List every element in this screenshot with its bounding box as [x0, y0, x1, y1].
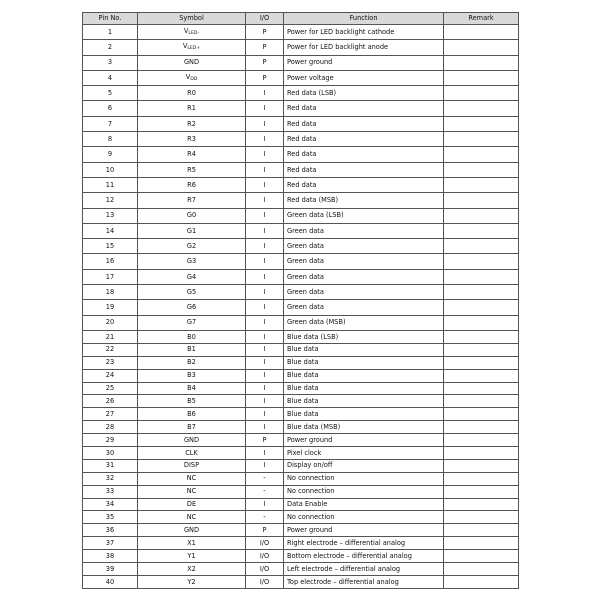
- table-row: [83, 498, 519, 511]
- pin-number-cell: 2: [83, 40, 138, 55]
- pin-number-cell: 13: [83, 208, 138, 223]
- header-function: Function: [284, 13, 444, 25]
- function-cell: Red data: [284, 116, 444, 131]
- pin-number-cell: 23: [83, 356, 138, 369]
- remark-cell: [444, 343, 519, 356]
- table-row: [83, 343, 519, 356]
- pin-number-cell: 29: [83, 434, 138, 447]
- table-body: [83, 25, 519, 589]
- symbol-cell: [138, 101, 246, 116]
- symbol-text: G1: [186, 226, 197, 235]
- symbol-text: B6: [187, 409, 196, 418]
- io-cell: I: [246, 193, 284, 208]
- pin-number-cell: 37: [83, 537, 138, 550]
- remark-cell: [444, 147, 519, 162]
- io-cell: I: [246, 459, 284, 472]
- pin-number-cell: 18: [83, 285, 138, 300]
- io-cell: I: [246, 356, 284, 369]
- symbol-cell: [138, 177, 246, 192]
- table-row: [83, 177, 519, 192]
- table-row: [83, 300, 519, 315]
- io-cell: I: [246, 101, 284, 116]
- symbol-cell: [138, 55, 246, 70]
- function-cell: Green data: [284, 223, 444, 238]
- header-remark: Remark: [444, 13, 519, 25]
- table-row: [83, 575, 519, 588]
- remark-cell: [444, 254, 519, 269]
- symbol-cell: [138, 254, 246, 269]
- table-row: [83, 562, 519, 575]
- io-cell: -: [246, 472, 284, 485]
- symbol-text: G4: [186, 272, 197, 281]
- function-cell: Green data: [284, 285, 444, 300]
- pin-number-cell: 22: [83, 343, 138, 356]
- symbol-cell: [138, 239, 246, 254]
- pin-number-cell: 30: [83, 446, 138, 459]
- symbol-text: Y2: [187, 577, 196, 586]
- io-cell: -: [246, 511, 284, 524]
- table-row: [83, 369, 519, 382]
- symbol-text: R2: [187, 119, 196, 128]
- remark-cell: [444, 25, 519, 40]
- remark-cell: [444, 86, 519, 101]
- function-cell: Blue data: [284, 369, 444, 382]
- remark-cell: [444, 208, 519, 223]
- io-cell: I/O: [246, 562, 284, 575]
- remark-cell: [444, 382, 519, 395]
- table-row: [83, 55, 519, 70]
- function-cell: Left electrode – differential analog: [284, 562, 444, 575]
- remark-cell: [444, 421, 519, 434]
- header-io: I/O: [246, 13, 284, 25]
- symbol-cell: [138, 356, 246, 369]
- symbol-text: R7: [187, 196, 196, 205]
- function-cell: Green data: [284, 300, 444, 315]
- symbol-text: NC: [186, 487, 197, 496]
- symbol-cell: [138, 147, 246, 162]
- symbol-text: R3: [187, 134, 196, 143]
- table-row: [83, 537, 519, 550]
- function-cell: No connection: [284, 472, 444, 485]
- pin-number-cell: 12: [83, 193, 138, 208]
- pin-number-cell: 24: [83, 369, 138, 382]
- table-row: [83, 421, 519, 434]
- io-cell: I: [246, 269, 284, 284]
- io-cell: I: [246, 315, 284, 330]
- table-row: [83, 330, 519, 343]
- symbol-cell: [138, 40, 246, 55]
- function-cell: Power ground: [284, 524, 444, 537]
- io-cell: I: [246, 300, 284, 315]
- remark-cell: [444, 446, 519, 459]
- io-cell: I: [246, 177, 284, 192]
- table-row: [83, 356, 519, 369]
- function-cell: Blue data: [284, 395, 444, 408]
- symbol-text: G5: [186, 287, 197, 296]
- symbol-cell: [138, 408, 246, 421]
- pin-number-cell: 34: [83, 498, 138, 511]
- table-row: [83, 524, 519, 537]
- function-cell: Red data: [284, 101, 444, 116]
- remark-cell: [444, 132, 519, 147]
- pin-number-cell: 15: [83, 239, 138, 254]
- function-cell: Pixel clock: [284, 446, 444, 459]
- pin-number-cell: 10: [83, 162, 138, 177]
- remark-cell: [444, 562, 519, 575]
- symbol-cell: [138, 193, 246, 208]
- remark-cell: [444, 116, 519, 131]
- io-cell: I: [246, 208, 284, 223]
- symbol-text: R0: [187, 89, 196, 98]
- table-row: [83, 472, 519, 485]
- remark-cell: [444, 356, 519, 369]
- function-cell: Right electrode – differential analog: [284, 537, 444, 550]
- symbol-subscript: DD: [190, 76, 198, 82]
- symbol-cell: [138, 208, 246, 223]
- remark-cell: [444, 550, 519, 563]
- io-cell: I/O: [246, 550, 284, 563]
- function-cell: Power ground: [284, 55, 444, 70]
- table-row: [83, 40, 519, 55]
- symbol-cell: [138, 25, 246, 40]
- symbol-subscript: LED-: [188, 30, 200, 36]
- function-cell: Red data: [284, 162, 444, 177]
- table-row: [83, 132, 519, 147]
- remark-cell: [444, 40, 519, 55]
- function-cell: Data Enable: [284, 498, 444, 511]
- symbol-cell: [138, 300, 246, 315]
- table-row: [83, 434, 519, 447]
- symbol-cell: [138, 434, 246, 447]
- remark-cell: [444, 575, 519, 588]
- function-cell: Power for LED backlight cathode: [284, 25, 444, 40]
- remark-cell: [444, 177, 519, 192]
- symbol-cell: [138, 575, 246, 588]
- symbol-cell: [138, 223, 246, 238]
- function-cell: Red data: [284, 147, 444, 162]
- table-row: [83, 116, 519, 131]
- header-pin-no: Pin No.: [83, 13, 138, 25]
- io-cell: I: [246, 162, 284, 177]
- table-row: [83, 315, 519, 330]
- io-cell: I: [246, 421, 284, 434]
- io-cell: I/O: [246, 575, 284, 588]
- symbol-cell: [138, 550, 246, 563]
- symbol-cell: [138, 459, 246, 472]
- remark-cell: [444, 524, 519, 537]
- symbol-text: B7: [187, 422, 196, 431]
- remark-cell: [444, 434, 519, 447]
- symbol-text: R4: [187, 150, 196, 159]
- remark-cell: [444, 55, 519, 70]
- function-cell: Bottom electrode – differential analog: [284, 550, 444, 563]
- function-cell: Blue data: [284, 343, 444, 356]
- function-cell: Red data (MSB): [284, 193, 444, 208]
- function-cell: Blue data: [284, 408, 444, 421]
- symbol-cell: [138, 537, 246, 550]
- symbol-cell: [138, 511, 246, 524]
- table-row: [83, 101, 519, 116]
- table-row: [83, 70, 519, 85]
- io-cell: I: [246, 285, 284, 300]
- function-cell: Display on/off: [284, 459, 444, 472]
- header-symbol: Symbol: [138, 13, 246, 25]
- symbol-cell: [138, 472, 246, 485]
- pin-number-cell: 31: [83, 459, 138, 472]
- function-cell: Blue data (LSB): [284, 330, 444, 343]
- pin-number-cell: 8: [83, 132, 138, 147]
- function-cell: Power ground: [284, 434, 444, 447]
- function-cell: Blue data: [284, 356, 444, 369]
- symbol-cell: [138, 446, 246, 459]
- symbol-text: GND: [183, 58, 200, 67]
- symbol-text: R1: [187, 104, 196, 113]
- symbol-cell: [138, 382, 246, 395]
- io-cell: I: [246, 223, 284, 238]
- symbol-cell: [138, 269, 246, 284]
- symbol-cell: [138, 116, 246, 131]
- io-cell: P: [246, 524, 284, 537]
- table-row: [83, 25, 519, 40]
- table-row: [83, 223, 519, 238]
- pin-number-cell: 21: [83, 330, 138, 343]
- symbol-text: B2: [187, 358, 196, 367]
- function-cell: Red data: [284, 177, 444, 192]
- function-cell: Top electrode – differential analog: [284, 575, 444, 588]
- io-cell: I: [246, 446, 284, 459]
- symbol-text: G0: [186, 211, 197, 220]
- pin-number-cell: 16: [83, 254, 138, 269]
- symbol-text: Y1: [187, 551, 196, 560]
- table-row: [83, 269, 519, 284]
- io-cell: I: [246, 147, 284, 162]
- pin-number-cell: 6: [83, 101, 138, 116]
- symbol-text: G3: [186, 257, 197, 266]
- symbol-text: R5: [187, 165, 196, 174]
- symbol-cell: [138, 162, 246, 177]
- pin-number-cell: 35: [83, 511, 138, 524]
- table-row: [83, 193, 519, 208]
- symbol-cell: [138, 485, 246, 498]
- symbol-cell: [138, 132, 246, 147]
- io-cell: I: [246, 498, 284, 511]
- function-cell: Green data: [284, 269, 444, 284]
- table-row: [83, 285, 519, 300]
- pin-number-cell: 38: [83, 550, 138, 563]
- io-cell: I: [246, 382, 284, 395]
- symbol-cell: [138, 524, 246, 537]
- function-cell: Power for LED backlight anode: [284, 40, 444, 55]
- remark-cell: [444, 408, 519, 421]
- symbol-text: B3: [187, 371, 196, 380]
- pin-number-cell: 7: [83, 116, 138, 131]
- io-cell: I: [246, 254, 284, 269]
- pin-assignment-sheet: [82, 12, 518, 589]
- io-cell: P: [246, 70, 284, 85]
- remark-cell: [444, 537, 519, 550]
- io-cell: I: [246, 132, 284, 147]
- table-row: [83, 395, 519, 408]
- symbol-text: V: [182, 42, 188, 51]
- symbol-text: DISP: [183, 461, 200, 470]
- table-row: [83, 239, 519, 254]
- remark-cell: [444, 300, 519, 315]
- remark-cell: [444, 459, 519, 472]
- remark-cell: [444, 223, 519, 238]
- function-cell: Green data (LSB): [284, 208, 444, 223]
- symbol-cell: [138, 421, 246, 434]
- symbol-cell: [138, 369, 246, 382]
- pin-number-cell: 17: [83, 269, 138, 284]
- io-cell: I: [246, 343, 284, 356]
- symbol-cell: [138, 343, 246, 356]
- symbol-text: GND: [183, 525, 200, 534]
- symbol-text: X1: [187, 538, 196, 547]
- symbol-text: V: [183, 26, 189, 35]
- symbol-subscript: LED+: [187, 46, 201, 52]
- pin-number-cell: 5: [83, 86, 138, 101]
- pin-number-cell: 28: [83, 421, 138, 434]
- symbol-text: CLK: [185, 448, 198, 457]
- table-row: [83, 254, 519, 269]
- pin-number-cell: 33: [83, 485, 138, 498]
- remark-cell: [444, 498, 519, 511]
- table-row: [83, 459, 519, 472]
- io-cell: I: [246, 239, 284, 254]
- symbol-text: NC: [186, 513, 197, 522]
- symbol-text: G7: [186, 318, 197, 327]
- remark-cell: [444, 369, 519, 382]
- function-cell: Blue data (MSB): [284, 421, 444, 434]
- function-cell: No connection: [284, 485, 444, 498]
- symbol-text: R6: [187, 180, 196, 189]
- function-cell: Red data (LSB): [284, 86, 444, 101]
- pin-number-cell: 36: [83, 524, 138, 537]
- table-row: [83, 408, 519, 421]
- symbol-cell: [138, 498, 246, 511]
- remark-cell: [444, 269, 519, 284]
- function-cell: Green data: [284, 239, 444, 254]
- io-cell: I: [246, 395, 284, 408]
- pin-number-cell: 27: [83, 408, 138, 421]
- function-cell: Green data (MSB): [284, 315, 444, 330]
- symbol-text: B5: [187, 397, 196, 406]
- pin-number-cell: 40: [83, 575, 138, 588]
- symbol-cell: [138, 315, 246, 330]
- io-cell: I: [246, 369, 284, 382]
- table-row: [83, 511, 519, 524]
- pin-number-cell: 32: [83, 472, 138, 485]
- symbol-text: G6: [186, 303, 197, 312]
- function-cell: Power voltage: [284, 70, 444, 85]
- pin-number-cell: 39: [83, 562, 138, 575]
- symbol-text: B1: [187, 345, 196, 354]
- remark-cell: [444, 162, 519, 177]
- pin-number-cell: 25: [83, 382, 138, 395]
- table-row: [83, 446, 519, 459]
- symbol-cell: [138, 562, 246, 575]
- io-cell: I/O: [246, 537, 284, 550]
- function-cell: No connection: [284, 511, 444, 524]
- remark-cell: [444, 472, 519, 485]
- function-cell: Blue data: [284, 382, 444, 395]
- pin-number-cell: 4: [83, 70, 138, 85]
- symbol-cell: [138, 285, 246, 300]
- table-row: [83, 382, 519, 395]
- remark-cell: [444, 330, 519, 343]
- symbol-text: NC: [186, 474, 197, 483]
- symbol-text: DE: [186, 500, 197, 509]
- table-row: [83, 86, 519, 101]
- table-row: [83, 485, 519, 498]
- table-row: [83, 162, 519, 177]
- pin-number-cell: 20: [83, 315, 138, 330]
- io-cell: P: [246, 25, 284, 40]
- pin-number-cell: 9: [83, 147, 138, 162]
- pin-number-cell: 11: [83, 177, 138, 192]
- remark-cell: [444, 70, 519, 85]
- pin-number-cell: 3: [83, 55, 138, 70]
- remark-cell: [444, 395, 519, 408]
- symbol-text: GND: [183, 435, 200, 444]
- remark-cell: [444, 285, 519, 300]
- io-cell: I: [246, 86, 284, 101]
- remark-cell: [444, 239, 519, 254]
- io-cell: I: [246, 408, 284, 421]
- symbol-text: B4: [187, 384, 196, 393]
- io-cell: P: [246, 434, 284, 447]
- pin-number-cell: 26: [83, 395, 138, 408]
- io-cell: P: [246, 55, 284, 70]
- symbol-text: G2: [186, 242, 197, 250]
- symbol-cell: [138, 70, 246, 85]
- remark-cell: [444, 193, 519, 208]
- io-cell: I: [246, 330, 284, 343]
- pin-number-cell: 1: [83, 25, 138, 40]
- symbol-cell: [138, 395, 246, 408]
- symbol-text: V: [185, 72, 191, 81]
- table-header-row: [83, 13, 519, 25]
- remark-cell: [444, 101, 519, 116]
- table-row: [83, 208, 519, 223]
- pin-number-cell: 19: [83, 300, 138, 315]
- io-cell: P: [246, 40, 284, 55]
- symbol-cell: [138, 86, 246, 101]
- function-cell: Red data: [284, 132, 444, 147]
- io-cell: I: [246, 116, 284, 131]
- pin-assignment-table: [82, 12, 519, 589]
- io-cell: -: [246, 485, 284, 498]
- table-row: [83, 147, 519, 162]
- symbol-cell: [138, 330, 246, 343]
- symbol-text: B0: [187, 332, 196, 341]
- remark-cell: [444, 511, 519, 524]
- remark-cell: [444, 485, 519, 498]
- symbol-text: X2: [187, 564, 196, 573]
- remark-cell: [444, 315, 519, 330]
- function-cell: Green data: [284, 254, 444, 269]
- pin-number-cell: 14: [83, 223, 138, 238]
- table-row: [83, 550, 519, 563]
